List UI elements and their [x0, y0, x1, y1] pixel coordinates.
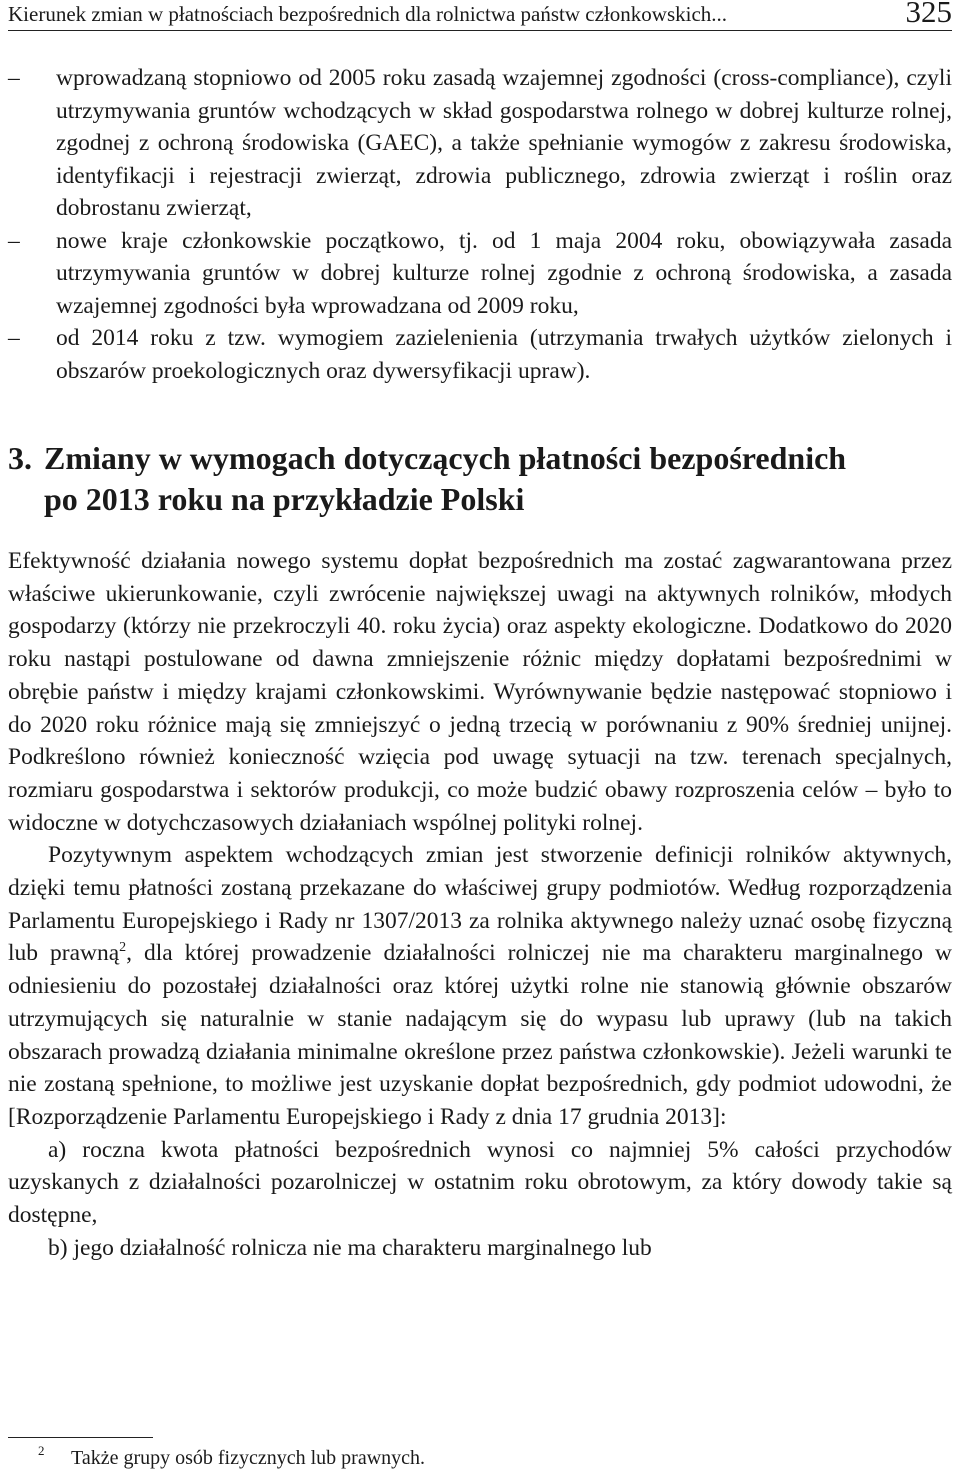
- page-number: 325: [905, 0, 952, 29]
- list-item-text: od 2014 roku z tzw. wymogiem zazielenienia (utrzymania trwałych użytków zielonych i obszarów proekologicznych oraz dywersyfikacji upraw).: [56, 325, 952, 384]
- section-number: 3.: [8, 440, 32, 476]
- list-item: [8, 62, 952, 225]
- running-title: Kierunek zmian w płatnościach bezpośrednich dla rolnictwa państw członkowskich...: [8, 2, 728, 26]
- paragraph-text: , dla której prowadzenie działalności rolniczej nie ma charakteru marginalnego w odniesieniu do pozostałej działalności oraz której użytki rolne nie stanowią głównie obszarów utrzymujących się naturalnie w stanie nadającym się do wypasu lub uprawy (lub na takich obszarach prowadzą działania minimalne określone przez państwa członkowskie). Jeżeli warunki te nie zostaną spełnione, to możliwe jest uzyskanie dopłat bezpośrednich, gdy podmiot udowodni, że [Rozporządzenie Parlamentu Europejskiego i Rady z dnia 17 grudnia 2013]:: [8, 940, 952, 1130]
- section-title-line1: Zmiany w wymogach dotyczących płatności bezpośrednich: [44, 440, 847, 476]
- footnote-text: Także grupy osób fizycznych lub prawnych.: [71, 1447, 426, 1469]
- condition-b: b) jego działalność rolnicza nie ma charakteru marginalnego lub: [48, 1234, 652, 1261]
- dash-list: [8, 62, 952, 387]
- footnote-number: 2: [38, 1443, 45, 1458]
- running-header: [8, 0, 952, 31]
- list-dash: –: [8, 325, 20, 351]
- list-dash: –: [8, 227, 20, 254]
- list-item: [8, 322, 952, 387]
- footnote-ref: 2: [119, 940, 127, 956]
- footnote-divider: [8, 1437, 153, 1438]
- paragraph: [8, 839, 952, 1133]
- list-item-text: wprowadzaną stopniowo od 2005 roku zasadą wzajemnej zgodności (cross-compliance), czyli utrzymywania gruntów wchodzących w skład gospodarstwa rolnego w dobrej kulturze rolnej, zgodnej z ochroną środowiska (GAEC), a także spełnianie wymogów z zakresu środowiska, identyfikacji i rejestracji zwierząt, zdrowia publicznego, zdrowia zwierząt i roślin oraz dobrostanu zwierząt,: [56, 65, 952, 221]
- list-dash: –: [8, 65, 20, 91]
- footnote: [38, 1443, 426, 1470]
- list-item-text: nowe kraje członkowskie początkowo, tj. od 1 maja 2004 roku, obowiązywała zasada utrzymywania gruntów w dobrej kulturze rolnej zgodnie z ochroną środowiska, a zasada wzajemnej zgodności była wprowadzana od 2009 roku,: [56, 227, 952, 319]
- section-title-line2: po 2013 roku na przykładzie Polski: [44, 481, 525, 517]
- condition-a: a) roczna kwota płatności bezpośrednich wynosi co najmniej 5% całości przychodów uzyskanych z działalności pozarolniczej w ostatnim roku obrotowym, za który dowody takie są dostępne,: [8, 1136, 952, 1229]
- list-item: [8, 225, 952, 323]
- paragraph: Efektywność działania nowego systemu dopłat bezpośrednich ma zostać zagwarantowana przez właściwe ukierunkowanie, czyli zwrócenie największej uwagi na aktywnych rolników, młodych gospodarzy (którzy nie przekroczyli 40. roku życia) oraz aspekty ekologiczne. Dodatkowo do 2020 roku nastąpi postulowane od dawna zmniejszenie różnic między dopłatami bezpośrednimi w obrębie państw i między krajami członkowskimi. Wyrównywanie będzie następować stopniowo i do 2020 roku różnice mają się zmniejszyć o jedną trzecią w porównaniu z 90% średniej unijnej. Podkreślono również konieczność wzięcia pod uwagę sytuacji na tzw. terenach specjalnych, rozmiaru gospodarstwa i sektorów produkcji, co może budzić obawy rozproszenia celów – było to widoczne w dotychczasowych działaniach wspólnej polityki rolnej.: [8, 548, 952, 836]
- body-text: [8, 545, 952, 1264]
- document-page: [8, 0, 952, 1479]
- section-heading: [8, 438, 952, 520]
- paragraph-text: Pozytywnym aspektem wchodzących zmian jest stworzenie definicji rolników aktywnych, dzięki temu płatności zostaną przekazane do właściwej grupy podmiotów. Według rozporządzenia Parlamentu Europejskiego i Rady nr 1307/2013 za rolnika aktywnego należy uznać osobę fizyczną lub prawną: [8, 842, 952, 967]
